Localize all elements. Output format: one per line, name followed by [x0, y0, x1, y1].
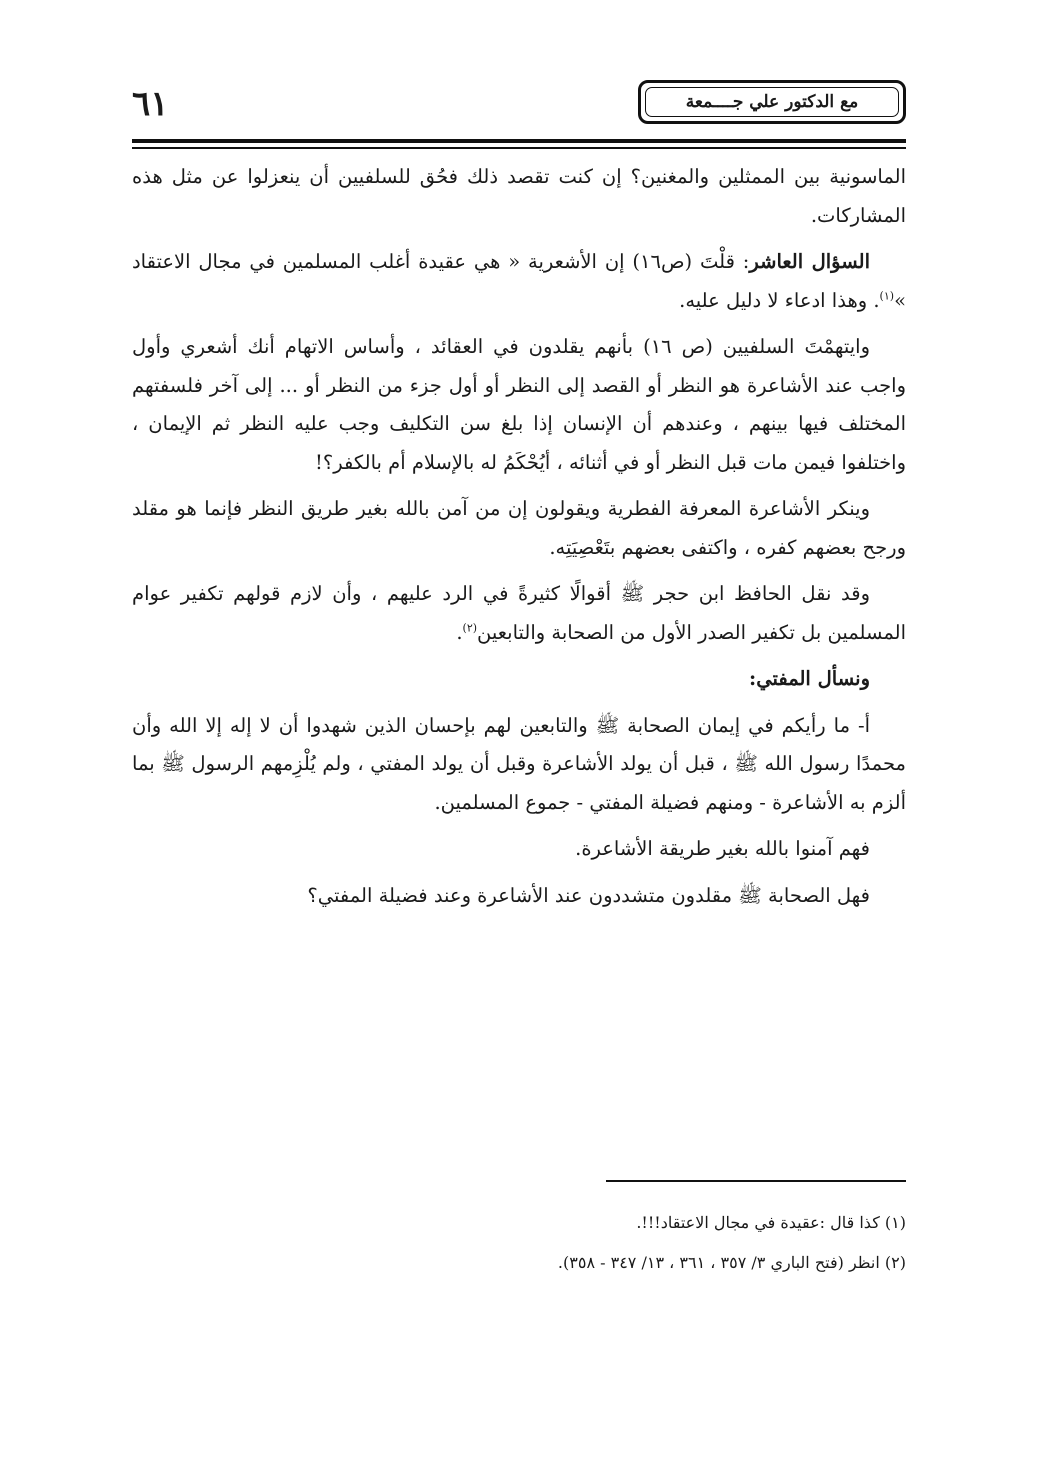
- footnote-separator: [606, 1180, 906, 1182]
- paragraph-question-10: [132, 243, 906, 320]
- paragraph-5: فهم آمنوا بالله بغير طريقة الأشاعرة.: [575, 837, 870, 860]
- footnote-ref-1[interactable]: (١): [879, 289, 895, 302]
- paragraph-1: الماسونية بين الممثلين والمغنين؟ إن كنت تقصد ذلك فحُق للسلفيين أن ينعزلوا عن مثل هذه المشاركات.: [132, 165, 906, 227]
- footnote-1: (١) كذا قال :عقيدة في مجال الاعتقاد!!!.: [636, 1213, 906, 1232]
- page-header: [132, 80, 906, 130]
- body-text: [132, 158, 906, 923]
- footnote-2: (٢) انظر (فتح الباري ٣/ ٣٥٧ ، ٣٦١ ، ١٣/ ٣٤٧ - ٣٥٨).: [557, 1253, 906, 1272]
- running-title-frame: [638, 80, 906, 124]
- footnote-ref-2[interactable]: (٢): [462, 621, 478, 634]
- footnotes: [132, 1203, 906, 1283]
- paragraph-ibn-hajar: [132, 575, 906, 652]
- ibn-hajar-tail: .: [456, 620, 463, 644]
- question-10-tail: . وهذا ادعاء لا دليل عليه.: [679, 288, 880, 312]
- question-10-text: : قلْتَ (ص١٦) إن الأشعرية « هي عقيدة أغلب المسلمين في مجال الاعتقاد »: [132, 250, 906, 312]
- paragraph-2: وايتهمْتَ السلفيين (ص ١٦) بأنهم يقلدون في العقائد ، وأساس الاتهام أنك أشعري وأول واجب عند الأشاعرة هو النظر أو القصد إلى النظر أو أول جزء من النظر أو ... إلى آخر فلسفتهم المختلف فيها بينهم ، وعندهم أن الإنسان إذا بلغ سن التكليف وجب عليه النظر ثم الإيمان ، واختلفوا فيمن مات قبل النظر أو في أثنائه ، أيُحْكَمُ له بالإسلام أم بالكفر؟!: [132, 335, 906, 474]
- page-number: ٦١: [132, 84, 169, 124]
- question-10-label: السؤال العاشر: [749, 250, 871, 273]
- running-title: مع الدكتور علي جــــمعة: [645, 87, 899, 117]
- paragraph-6: فهل الصحابة ﷺ مقلدون متشددون عند الأشاعرة وعند فضيلة المفتي؟: [307, 883, 870, 907]
- ibn-hajar-text: وقد نقل الحافظ ابن حجر ﷺ أقوالًا كثيرةً في الرد عليهم ، وأن لازم قولهم تكفير عوام المسلمين بل تكفير الصدر الأول من الصحابة والتابعين: [132, 582, 906, 644]
- paragraph-4: أ- ما رأيكم في إيمان الصحابة ﷺ والتابعين لهم بإحسان الذين شهدوا أن لا إله إلا الله وأن محمدًا رسول الله ﷺ ، قبل أن يولد الأشاعرة وقبل أن يولد المفتي ، ولم يُلْزِمهم الرسول ﷺ بما ألزم به الأشاعرة - ومنهم فضيلة المفتي - جموع المسلمين.: [132, 713, 906, 814]
- header-rule-thick: [132, 139, 906, 143]
- paragraph-3: وينكر الأشاعرة المعرفة الفطرية ويقولون إن من آمن بالله بغير طريق النظر فإنما هو مقلد ورجح بعضهم كفره ، واكتفى بعضهم بتَعْصِيَتِه.: [132, 497, 906, 559]
- section-heading-ask-mufti: ونسأل المفتي:: [749, 667, 870, 690]
- header-rule-thin: [132, 147, 906, 149]
